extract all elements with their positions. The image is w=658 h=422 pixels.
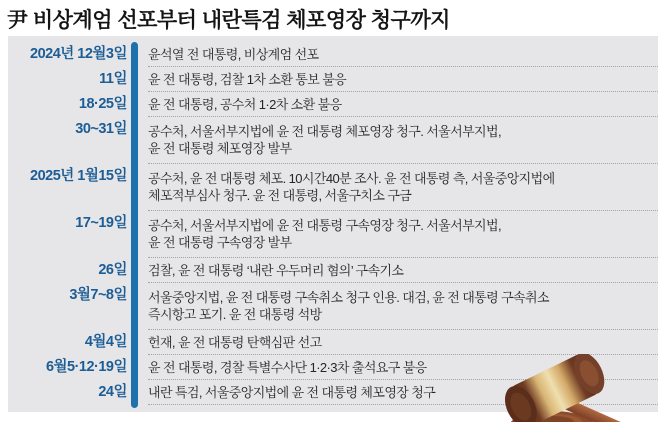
timeline-date: 2025년 1월15일	[30, 168, 127, 184]
timeline-row	[8, 330, 658, 355]
timeline-row	[8, 211, 658, 258]
timeline-date: 18·25일	[78, 96, 127, 112]
timeline-event: 윤 전 대통령, 공수처 1·2차 소환 불응	[148, 92, 658, 117]
timeline-date: 3월7~8일	[69, 287, 127, 303]
timeline-rows	[8, 36, 658, 405]
timeline-event: 서울중앙지법, 윤 전 대통령 구속취소 청구 인용. 대검, 윤 전 대통령 구속취소 즉시항고 포기. 윤 전 대통령 석방	[148, 283, 658, 330]
timeline-bar	[131, 42, 138, 408]
timeline-event: 헌재, 윤 전 대통령 탄핵심판 선고	[148, 330, 658, 355]
timeline-event: 내란 특검, 서울중앙지법에 윤 전 대통령 체포영장 청구	[148, 380, 658, 405]
timeline-date: 2024년 12월3일	[30, 46, 127, 62]
gavel-icon	[500, 354, 652, 422]
timeline-date: 26일	[98, 262, 127, 278]
timeline-panel	[8, 36, 658, 412]
timeline-event: 공수처, 서울서부지법에 윤 전 대통령 구속영장 청구. 서울서부지법, 윤 전 대통령 구속영장 발부	[148, 211, 658, 258]
timeline-date: 17~19일	[75, 215, 127, 231]
timeline-date: 6월5·12·19일	[45, 359, 127, 375]
timeline-date: 11일	[99, 71, 127, 87]
timeline-event: 검찰, 윤 전 대통령 ‘내란 우두머리 혐의’ 구속기소	[148, 258, 658, 283]
timeline-event: 윤 전 대통령, 검찰 1차 소환 통보 불응	[148, 67, 658, 92]
timeline-row	[8, 283, 658, 330]
timeline-event: 공수처, 서울서부지법에 윤 전 대통령 체포영장 청구. 서울서부지법, 윤 전 대통령 체포영장 발부	[148, 117, 658, 164]
timeline-row	[8, 92, 658, 117]
timeline-event: 윤석열 전 대통령, 비상계엄 선포	[148, 42, 658, 67]
timeline-event: 공수처, 윤 전 대통령 체포. 10시간40분 조사. 윤 전 대통령 측, 서울중앙지법에 체포적부심사 청구. 윤 전 대통령, 서울구치소 구금	[148, 164, 658, 211]
page-title: 尹 비상계엄 선포부터 내란특검 체포영장 청구까지	[7, 9, 450, 32]
timeline-row	[8, 117, 658, 164]
timeline-row	[8, 42, 658, 67]
timeline-row	[8, 258, 658, 283]
timeline-row	[8, 67, 658, 92]
timeline-row	[8, 164, 658, 211]
timeline-event: 윤 전 대통령, 경찰 특별수사단 1·2·3차 출석요구 불응	[148, 355, 658, 380]
timeline-date: 24일	[98, 384, 127, 400]
timeline-date: 30~31일	[75, 121, 127, 137]
timeline-date: 4월4일	[84, 334, 127, 350]
